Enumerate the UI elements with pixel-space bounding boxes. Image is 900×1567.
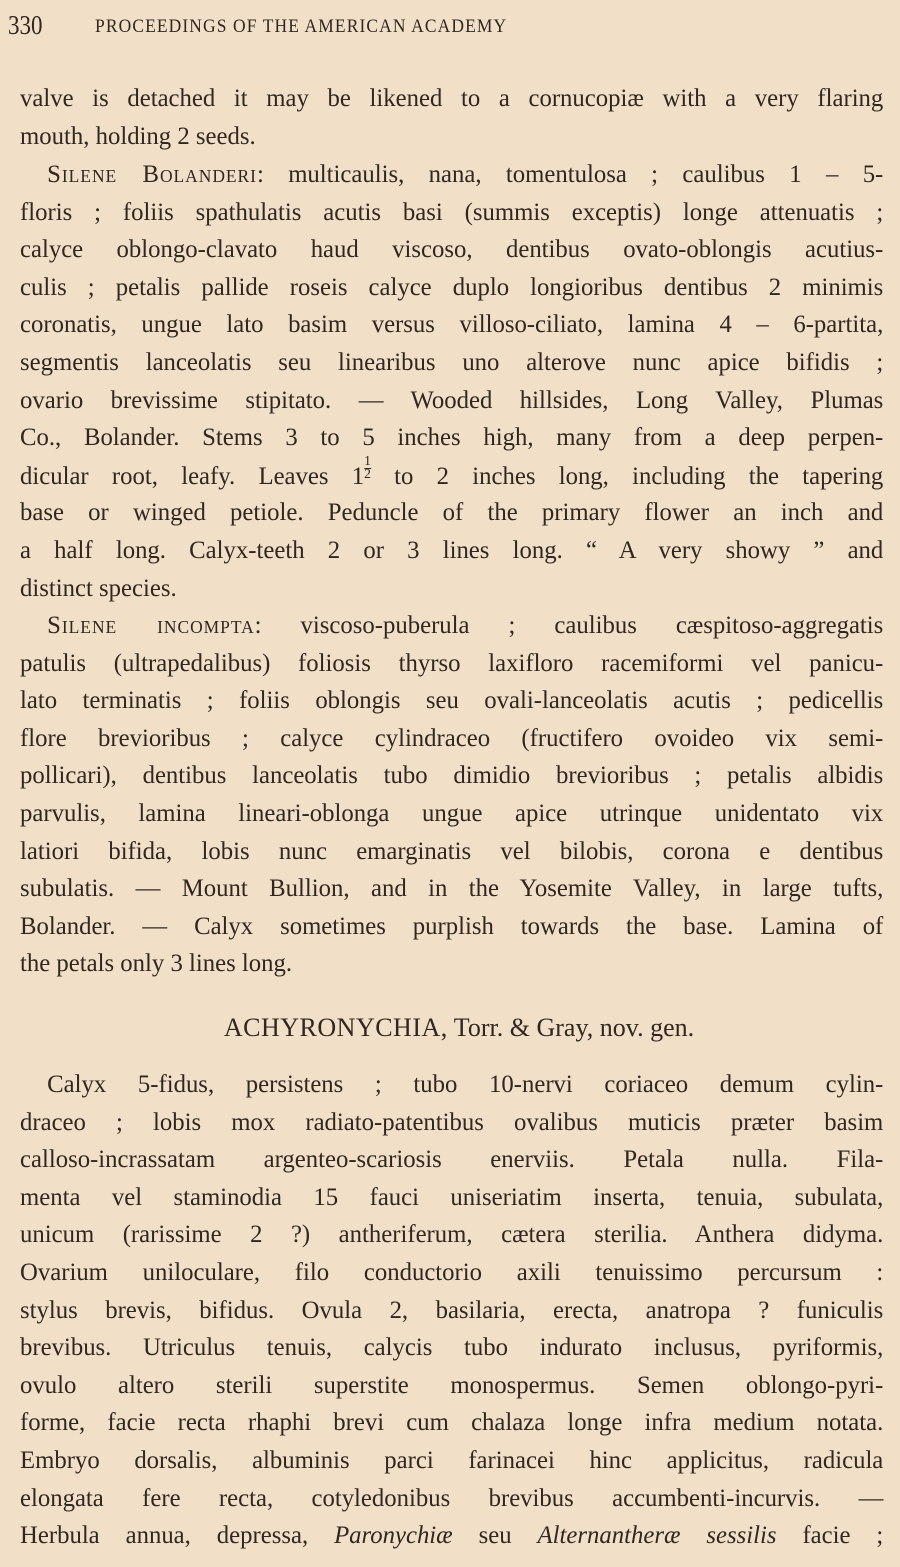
text-line: pollicari), dentibus lanceolatis tubo dimidio brevioribus ; petalis albidis (20, 760, 884, 790)
species-silene-bolanderi (20, 155, 883, 606)
text-line: draceo ; lobis mox radiato-patentibus ovalibus muticis præter basim (20, 1106, 884, 1136)
text-line: Embryo dorsalis, albuminis parci farinacei hinc applicitus, radicula (20, 1444, 884, 1474)
text-line: segmentis lanceolatis seu linearibus uno alterove nunc apice bifidis ; (20, 346, 884, 376)
text-line: valve is detached it may be likened to a cornucopiæ with a very flaring (20, 83, 884, 112)
page-number: 330 (8, 10, 43, 40)
text-line: Bolander. — Calyx sometimes purplish towards the base. Lamina of (20, 910, 884, 940)
species-silene-incompta (20, 606, 883, 982)
text-line: base or winged petiole. Peduncle of the primary flower an inch and (20, 497, 884, 527)
text-line: Ovarium uniloculare, filo conductorio axili tenuissimo percursum : (20, 1256, 884, 1286)
genus-name: ACHYRONYCHIA, (223, 1013, 448, 1042)
text-line: Herbula annua, depressa, Paronychiæ seu Alternantheræ sessilis facie ; (20, 1520, 884, 1550)
genus-description (20, 1065, 883, 1554)
text-line: flore brevioribus ; calyce cylindraceo (fructifero ovoideo vix semi- (20, 722, 884, 752)
text-line: forme, facie recta rhaphi brevi cum chalaza longe infra medium notata. (20, 1407, 884, 1437)
text-line: brevibus. Utriculus tenuis, calycis tubo indurato inclusus, pyriformis, (20, 1332, 884, 1362)
species-first-line: Silene Bolanderi: multicaulis, nana, tomentulosa ; caulibus 1 – 5- (47, 159, 884, 188)
species-name: Silene incompta (47, 610, 255, 639)
text-line: calyce oblongo-clavato haud viscoso, dentibus ovato-oblongis acutius- (20, 234, 884, 264)
text-line: patulis (ultrapedalibus) foliosis thyrso laxifloro racemiformi vel panicu- (20, 647, 884, 677)
text-line: coronatis, ungue lato basim versus villoso-ciliato, lamina 4 – 6-partita, (20, 309, 884, 339)
text-line: a half long. Calyx-teeth 2 or 3 lines long. “ A very showy ” and (20, 534, 884, 564)
text-line: latiori bifida, lobis nunc emarginatis vel bilobis, corona e dentibus (20, 835, 884, 865)
text-line: culis ; petalis pallide roseis calyce duplo longioribus dentibus 2 minimis (20, 271, 884, 301)
species-name: Silene Bolanderi (47, 159, 257, 188)
text-line: menta vel staminodia 15 fauci uniseriatim inserta, tenuia, subulata, (20, 1181, 884, 1211)
running-title: PROCEEDINGS OF THE AMERICAN ACADEMY (95, 16, 508, 37)
text-line: unicum (rarissime 2 ?) antheriferum, cætera sterilia. Anthera didyma. (20, 1219, 884, 1249)
fraction: $\frac{1}{2}$ (364, 453, 371, 482)
text-line: distinct species. (20, 572, 177, 602)
text-line: Calyx 5-fidus, persistens ; tubo 10-nervi coriaceo demum cylin- (47, 1069, 884, 1098)
text-line: lato terminatis ; foliis oblongis seu ovali-lanceolatis acutis ; pedicellis (20, 685, 884, 715)
text-line-with-fraction: dicular root, leafy. Leaves 1 $\frac{1}{2}$ to 2 inches long, including the tapering (20, 453, 884, 490)
text-line: elongata fere recta, cotyledonibus brevibus accumbenti-incurvis. — (20, 1482, 884, 1512)
text-line: mouth, holding 2 seeds. (20, 120, 256, 150)
species-first-line: Silene incompta: viscoso-puberula ; caulibus cæspitoso-aggregatis (47, 610, 884, 639)
text-line: the petals only 3 lines long. (20, 948, 293, 978)
text-line: ovario brevissime stipitato. — Wooded hillsides, Long Valley, Plumas (20, 384, 884, 414)
text-line: calloso-incrassatam argenteo-scariosis enerviis. Petala nulla. Fila- (20, 1144, 884, 1174)
continuation-paragraph (20, 79, 883, 154)
running-head (8, 10, 880, 40)
text-line: parvulis, lamina lineari-oblonga ungue apice utrinque unidentato vix (20, 797, 884, 827)
text-line: ovulo altero sterili superstite monospermus. Semen oblongo-pyri- (20, 1369, 884, 1399)
text-line: subulatis. — Mount Bullion, and in the Yosemite Valley, in large tufts, (20, 873, 884, 903)
text-line: Co., Bolander. Stems 3 to 5 inches high, many from a deep perpen- (20, 422, 884, 452)
italic-taxon: Paronychiæ (334, 1520, 453, 1550)
genus-authority: Torr. & Gray, nov. gen. (447, 1013, 695, 1042)
genus-heading (0, 1013, 900, 1043)
text-line: floris ; foliis spathulatis acutis basi (summis exceptis) longe attenuatis ; (20, 196, 884, 226)
italic-taxon: Alternantheræ sessilis (537, 1520, 777, 1550)
text-line: stylus brevis, bifidus. Ovula 2, basilaria, erecta, anatropa ? funiculis (20, 1294, 884, 1324)
